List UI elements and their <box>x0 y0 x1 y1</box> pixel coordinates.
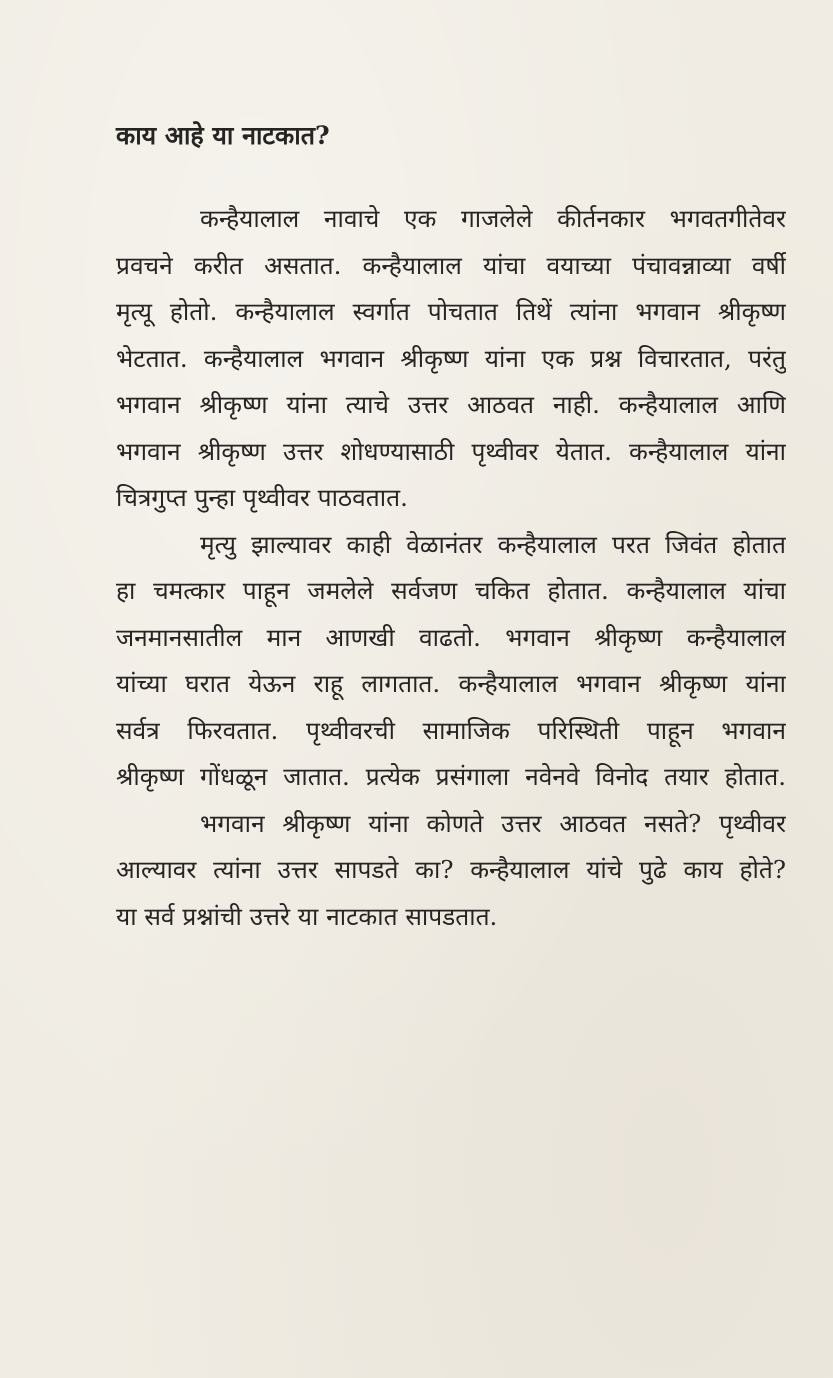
page-heading: काय आहे या नाटकात? <box>116 121 330 150</box>
text-line: मृत्यू होतो. कन्हैयालाल स्वर्गात पोचतात तिथें त्यांना भगवान श्रीकृष्ण <box>116 297 786 326</box>
text-line: यांच्या घरात येऊन राहू लागतात. कन्हैयालाल भगवान श्रीकृष्ण यांना <box>116 669 786 698</box>
text-line: भेटतात. कन्हैयालाल भगवान श्रीकृष्ण यांना एक प्रश्न विचारतात, परंतु <box>116 343 786 373</box>
paragraph-2 <box>116 522 786 801</box>
text-line: या सर्व प्रश्नांची उत्तरे या नाटकात सापडतात. <box>116 901 498 931</box>
text-line: मृत्यु झाल्यावर काही वेळानंतर कन्हैयालाल परत जिवंत होतात <box>200 529 786 559</box>
text-line: भगवान श्रीकृष्ण यांना कोणते उत्तर आठवत नसते? पृथ्वीवर <box>200 808 786 838</box>
text-line: कन्हैयालाल नावाचे एक गाजलेले कीर्तनकार भगवतगीतेवर <box>200 204 786 233</box>
text-line: हा चमत्कार पाहून जमलेले सर्वजण चकित होतात. कन्हैयालाल यांचा <box>116 576 786 605</box>
text-line: भगवान श्रीकृष्ण उत्तर शोधण्यासाठी पृथ्वीवर येतात. कन्हैयालाल यांना <box>116 436 786 466</box>
text-line: सर्वत्र फिरवतात. पृथ्वीवरची सामाजिक परिस्थिती पाहून भगवान <box>116 715 786 745</box>
paragraph-3 <box>116 801 786 941</box>
text-line: जनमानसातील मान आणखी वाढतो. भगवान श्रीकृष्ण कन्हैयालाल <box>116 622 786 652</box>
text-line: श्रीकृष्ण गोंधळून जातात. प्रत्येक प्रसंगाला नवेनवे विनोद तयार होतात. <box>116 762 786 791</box>
text-line: चित्रगुप्त पुन्हा पृथ्वीवर पाठवतात. <box>116 483 408 512</box>
paragraph-1 <box>116 196 786 522</box>
body-text <box>116 196 786 940</box>
text-line: प्रवचने करीत असतात. कन्हैयालाल यांचा वयाच्या पंचावन्नाव्या वर्षी <box>116 250 786 280</box>
text-line: आल्यावर त्यांना उत्तर सापडते का? कन्हैयालाल यांचे पुढे काय होते? <box>116 855 786 884</box>
text-line: भगवान श्रीकृष्ण यांना त्याचे उत्तर आठवत नाही. कन्हैयालाल आणि <box>116 390 786 419</box>
